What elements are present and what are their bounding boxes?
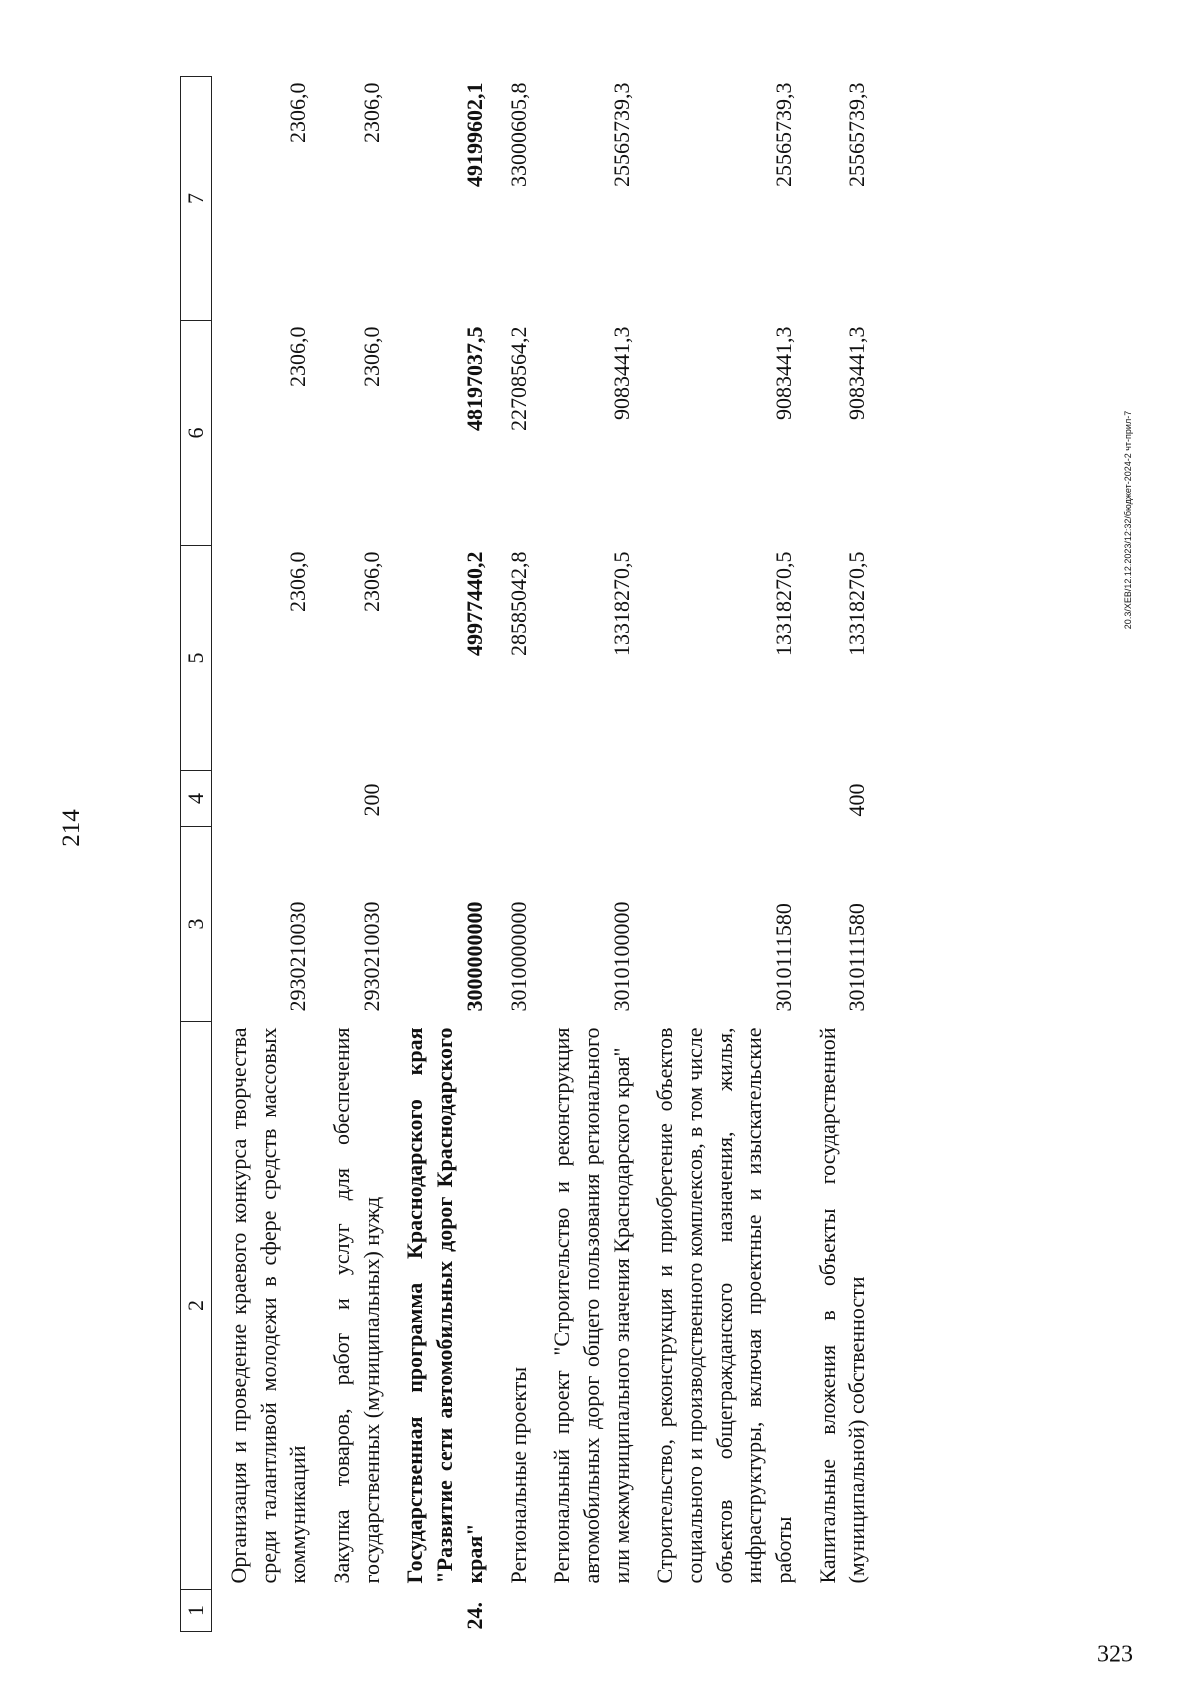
row-target-code: 2930210030	[358, 901, 384, 1012]
row-target-code: 3010000000	[505, 901, 531, 1012]
row-expense-type	[638, 771, 800, 827]
row-amount-col7: 49199602,1	[461, 82, 487, 187]
header-col-1: 1	[181, 1590, 212, 1632]
table-row-program	[388, 77, 491, 1632]
rotated-table-frame	[180, 77, 1035, 1632]
row-target-code: 3000000000	[461, 901, 487, 1012]
row-expense-type	[492, 771, 536, 827]
table-row	[492, 77, 536, 1632]
row-target-code: 3010111580	[844, 903, 870, 1012]
row-name: Государственная программа Краснодарского края "Развитие сети автомобильных дорог Краснодарского края"	[402, 1027, 487, 1584]
row-index	[212, 1590, 316, 1632]
row-index: 24.	[461, 1602, 487, 1630]
header-row	[181, 77, 212, 1632]
header-col-2: 2	[181, 1022, 212, 1590]
row-index	[801, 1590, 874, 1632]
row-name: Строительство, реконструкция и приобретение объектов социального и производственного комплексов, в том числе объектов общегражданского назначения, жилья, инфраструктуры, включая проектные и изыскательские работы	[652, 1027, 796, 1584]
row-amount-col7: 25565739,3	[844, 82, 870, 187]
row-amount-col6: 48197037,5	[461, 326, 487, 431]
header-col-5: 5	[181, 546, 212, 771]
row-amount-col6: 2306,0	[358, 326, 384, 387]
row-index	[535, 1590, 638, 1632]
header-col-4: 4	[181, 771, 212, 827]
row-expense-type	[212, 771, 316, 827]
budget-table-container	[180, 77, 1035, 1632]
row-expense-type	[388, 771, 491, 827]
row-amount-col6: 22708564,2	[505, 326, 531, 431]
row-amount-col5: 13318270,5	[844, 551, 870, 656]
row-name: Региональный проект "Строительство и реконструкция автомобильных дорог общего пользования регионального или межмуниципального значения Краснодарского края"	[549, 1027, 634, 1584]
row-index	[638, 1590, 800, 1632]
sheet-number: 323	[1097, 1641, 1133, 1668]
budget-table	[180, 76, 874, 1632]
row-amount-col6: 2306,0	[285, 326, 311, 387]
row-target-code: 3010100000	[608, 901, 634, 1012]
row-amount-col5: 49977440,2	[461, 551, 487, 656]
row-amount-col5: 2306,0	[285, 551, 311, 612]
row-amount-col6: 9083441,3	[844, 326, 870, 420]
row-target-code: 3010111580	[771, 903, 796, 1012]
row-amount-col7: 2306,0	[358, 82, 384, 143]
row-index	[492, 1590, 536, 1632]
row-amount-col5: 28585042,8	[505, 551, 531, 656]
row-name: Капитальные вложения в объекты государственной (муниципальной) собственности	[814, 1027, 870, 1584]
row-amount-col7: 33000605,8	[505, 82, 531, 187]
table-row	[801, 77, 874, 1632]
table-row	[315, 77, 388, 1632]
row-name: Закупка товаров, работ и услуг для обеспечения государственных (муниципальных) нужд	[329, 1027, 384, 1584]
row-index	[315, 1590, 388, 1632]
table-row	[212, 77, 316, 1632]
table-row	[638, 77, 800, 1632]
row-target-code: 2930210030	[285, 901, 311, 1012]
row-amount-col7: 25565739,3	[608, 82, 634, 187]
row-amount-col5: 13318270,5	[608, 551, 634, 656]
page-number: 214	[58, 809, 85, 847]
row-expense-type: 200	[358, 783, 384, 817]
row-amount-col7: 25565739,3	[771, 82, 796, 187]
row-name: Региональные проекты	[505, 1366, 531, 1584]
row-amount-col5: 13318270,5	[771, 551, 796, 656]
header-col-7: 7	[181, 77, 212, 321]
row-expense-type: 400	[844, 783, 870, 817]
row-amount-col7: 2306,0	[285, 82, 311, 143]
row-amount-col6: 9083441,3	[608, 326, 634, 420]
row-name: Организация и проведение краевого конкурса творчества среди талантливой молодежи в сфере средств массовых коммуникаций	[226, 1027, 311, 1584]
header-col-3: 3	[181, 827, 212, 1022]
header-col-6: 6	[181, 321, 212, 546]
row-expense-type	[535, 771, 638, 827]
footer-code: 20.3/ХЕВ/12.12.2023/12:32/бюджет-2024-2 чт-прил-7	[1123, 410, 1133, 630]
row-amount-col6: 9083441,3	[771, 326, 796, 420]
row-amount-col5: 2306,0	[358, 551, 384, 612]
table-row	[535, 77, 638, 1632]
